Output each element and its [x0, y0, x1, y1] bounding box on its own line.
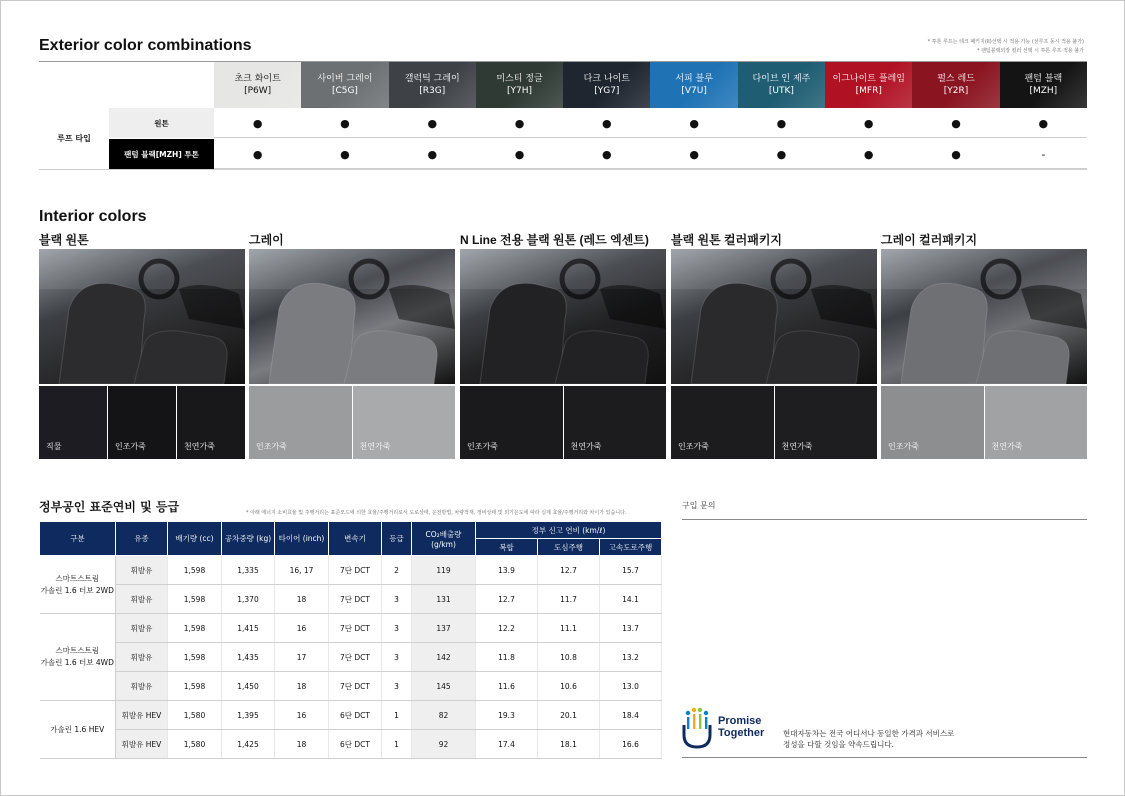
header-grade: 등급	[382, 522, 412, 556]
color-name: 이그나이트 플레임	[832, 74, 905, 84]
table-cell: 16	[275, 701, 329, 730]
roof-row-label: 팬텀 블랙[MZH] 투톤	[109, 139, 214, 169]
material-label: 인조가죽	[888, 442, 919, 451]
material-label: 인조가죽	[467, 442, 498, 451]
color-name: 갤럭틱 그레이	[404, 74, 460, 84]
roof-row-twotone	[109, 139, 1087, 169]
table-cell: 13.2	[600, 643, 662, 672]
promise-together-logo	[682, 705, 764, 749]
color-code: [Y2R]	[943, 86, 969, 96]
table-cell: 16	[275, 614, 329, 643]
color-swatch	[912, 62, 999, 108]
material-swatch	[564, 386, 667, 459]
table-cell: 1,598	[168, 585, 222, 614]
availability-mark: ●	[602, 147, 612, 161]
exterior-note: * 팬텀블랙외장 컬러 선택 시 투톤 루프 적용 불가	[977, 48, 1084, 54]
promise-desc-line2: 정성을 다할 것임을 약속드립니다.	[783, 740, 894, 749]
table-cell: 10.6	[538, 672, 600, 701]
table-cell: 1,598	[168, 556, 222, 585]
availability-mark: ●	[340, 147, 350, 161]
material-label: 천연가죽	[570, 442, 602, 451]
availability-mark: ●	[1038, 116, 1049, 130]
color-code: [YG7]	[594, 86, 620, 96]
interior-option	[460, 231, 666, 459]
material-label: 직물	[46, 442, 62, 451]
header-city: 도심주행	[538, 539, 600, 556]
table-cell: 6단 DCT	[329, 730, 382, 759]
table-row	[40, 556, 662, 585]
table-cell: 137	[412, 614, 476, 643]
color-swatch	[1000, 62, 1087, 108]
interior-title: Interior colors	[39, 208, 147, 225]
table-cell: 11.7	[538, 585, 600, 614]
header-displacement: 배기량 (cc)	[168, 522, 222, 556]
table-cell: 7단 DCT	[329, 643, 382, 672]
table-cell: 휘발유	[116, 672, 168, 701]
table-cell: 7단 DCT	[329, 556, 382, 585]
table-cell: 10.8	[538, 643, 600, 672]
color-swatch	[214, 62, 301, 108]
table-cell: 6단 DCT	[329, 701, 382, 730]
availability-mark: ●	[863, 116, 874, 130]
color-name: 다크 나이트	[583, 74, 630, 84]
vehicle-group	[40, 556, 116, 614]
color-swatch	[738, 62, 825, 108]
color-code: [Y7H]	[507, 86, 533, 96]
table-cell: 1	[382, 701, 412, 730]
material-swatch	[177, 386, 245, 459]
table-cell: 1,598	[168, 672, 222, 701]
table-cell: 1,598	[168, 643, 222, 672]
table-cell: 1,395	[222, 701, 275, 730]
table-cell: 12.7	[538, 556, 600, 585]
header-fuel-economy: 정부 신고 연비 (km/ℓ)	[476, 522, 662, 539]
color-name: 사이버 그레이	[317, 74, 373, 84]
header-tire: 타이어 (inch)	[275, 522, 329, 556]
material-swatch	[881, 386, 984, 459]
header-combined: 복합	[476, 539, 538, 556]
promise-desc-line1: 현대자동차는 전국 어디서나 동일한 가격과 서비스로	[783, 729, 955, 738]
table-cell: 휘발유	[116, 556, 168, 585]
material-label: 인조가죽	[256, 442, 287, 451]
table-cell: 16.6	[600, 730, 662, 759]
promise-text-line1: Promise	[718, 715, 762, 727]
table-row	[40, 585, 662, 614]
material-swatch	[460, 386, 563, 459]
availability-mark: ●	[602, 116, 612, 130]
table-row	[40, 701, 662, 730]
availability-mark: ●	[427, 147, 438, 161]
color-swatch	[825, 62, 912, 108]
promise-text-line2: Together	[718, 727, 765, 739]
color-swatch-row	[214, 62, 1087, 108]
color-code: [P6W]	[244, 86, 272, 96]
table-cell: 15.7	[600, 556, 662, 585]
table-cell: 휘발유	[116, 585, 168, 614]
exterior-title: Exterior color combinations	[39, 37, 252, 54]
material-swatch	[39, 386, 107, 459]
roof-type-label: 루프 타입	[57, 133, 91, 143]
color-code: [R3G]	[419, 86, 446, 96]
vehicle-group-label: 가솔린 1.6 HEV	[50, 724, 105, 734]
availability-mark: ●	[776, 147, 787, 161]
roof-row-onetone	[109, 108, 1087, 138]
roof-row-label: 원톤	[109, 108, 214, 138]
table-cell: 7단 DCT	[329, 614, 382, 643]
table-cell: 11.8	[476, 643, 538, 672]
header-highway: 고속도로주행	[600, 539, 662, 556]
table-cell: 18	[275, 585, 329, 614]
interior-option-title: 그레이 컬러패키지	[881, 233, 978, 247]
table-cell: 12.2	[476, 614, 538, 643]
table-cell: 1,415	[222, 614, 275, 643]
color-name: 다이브 인 제주	[752, 74, 811, 84]
table-cell: 18	[275, 730, 329, 759]
color-swatch	[389, 62, 476, 108]
vehicle-group-label: 가솔린 1.6 터보 2WD	[40, 585, 114, 595]
material-swatch	[775, 386, 878, 459]
table-row	[40, 730, 662, 759]
color-code: [UTK]	[768, 86, 794, 96]
availability-mark: ●	[689, 116, 699, 130]
interior-option	[249, 231, 455, 459]
table-cell: 3	[382, 614, 412, 643]
table-cell: 18.1	[538, 730, 600, 759]
material-swatch	[249, 386, 352, 459]
material-swatch	[985, 386, 1088, 459]
interior-seat-photo	[249, 249, 455, 384]
vehicle-group-label: 스마트스트림	[55, 573, 99, 583]
availability-mark: -	[1041, 147, 1046, 161]
table-cell: 17	[275, 643, 329, 672]
interior-seat-photo	[39, 249, 245, 384]
table-cell: 11.6	[476, 672, 538, 701]
table-cell: 19.3	[476, 701, 538, 730]
interior-option	[39, 231, 245, 459]
table-cell: 18	[275, 672, 329, 701]
header-co2: CO₂배출량 (g/km)	[412, 522, 476, 556]
color-swatch	[650, 62, 737, 108]
color-code: [MZH]	[1029, 86, 1058, 96]
interior-seat-photo	[460, 249, 666, 384]
interior-option	[881, 231, 1087, 459]
vehicle-group-label: 스마트스트림	[55, 646, 99, 655]
interior-option-title: 그레이	[249, 233, 284, 247]
table-cell: 92	[412, 730, 476, 759]
purchase-inquiry-label: 구입 문의	[682, 501, 716, 510]
color-code: [C5G]	[331, 86, 358, 96]
table-cell: 1,335	[222, 556, 275, 585]
interior-option-title: 블랙 원톤	[39, 233, 89, 247]
availability-mark: ●	[252, 147, 263, 161]
table-cell: 1,580	[168, 730, 222, 759]
table-cell: 2	[382, 556, 412, 585]
color-swatch	[476, 62, 563, 108]
material-label: 천연가죽	[184, 442, 215, 451]
material-label: 인조가죽	[115, 442, 146, 451]
table-cell: 14.1	[600, 585, 662, 614]
table-cell: 82	[412, 701, 476, 730]
vehicle-group	[40, 701, 116, 759]
table-cell: 142	[412, 643, 476, 672]
table-cell: 휘발유 HEV	[116, 730, 168, 759]
table-cell: 16, 17	[275, 556, 329, 585]
table-row	[40, 643, 662, 672]
material-swatch	[108, 386, 176, 459]
table-cell: 휘발유	[116, 643, 168, 672]
table-cell: 131	[412, 585, 476, 614]
header-category: 구분	[40, 522, 116, 556]
table-cell: 11.1	[538, 614, 600, 643]
color-swatch	[563, 62, 650, 108]
interior-option	[671, 231, 877, 459]
table-cell: 3	[382, 672, 412, 701]
color-name: 미스티 정글	[496, 74, 543, 84]
color-code: [MFR]	[855, 86, 882, 96]
material-label: 천연가죽	[781, 442, 813, 451]
table-cell: 1,580	[168, 701, 222, 730]
interior-seat-photo	[671, 249, 877, 384]
availability-mark: ●	[427, 116, 438, 130]
table-cell: 휘발유 HEV	[116, 701, 168, 730]
header-transmission: 변속기	[329, 522, 382, 556]
table-cell: 18.4	[600, 701, 662, 730]
vehicle-group	[40, 614, 116, 701]
color-swatch	[301, 62, 388, 108]
header-curb-weight: 공차중량 (kg)	[222, 522, 275, 556]
availability-mark: ●	[776, 116, 787, 130]
availability-mark: ●	[514, 147, 525, 161]
table-cell: 1,450	[222, 672, 275, 701]
interior-option-title: 블랙 원톤 컬러패키지	[671, 233, 782, 247]
color-name: 팬텀 블랙	[1024, 74, 1063, 84]
table-cell: 13.9	[476, 556, 538, 585]
table-cell: 145	[412, 672, 476, 701]
fuel-title: 정부공인 표준연비 및 등급	[39, 500, 180, 514]
table-cell: 휘발유	[116, 614, 168, 643]
material-label: 천연가죽	[991, 442, 1023, 451]
table-cell: 7단 DCT	[329, 672, 382, 701]
color-name: 펄스 레드	[937, 74, 975, 84]
table-cell: 1,435	[222, 643, 275, 672]
color-name: 초크 화이트	[234, 74, 281, 84]
table-cell: 1	[382, 730, 412, 759]
fuel-note: * 아래 에너지 소비효율 및 주행거리는 표준모드에 의한 효율/주행거리로서 도로상태, 운전방법, 차량적재, 정비상태 및 외기온도에 따라 실제 효율/주행거리와 차이가 있습니다.	[246, 510, 627, 516]
color-name: 서피 블루	[675, 74, 713, 84]
availability-mark: ●	[951, 147, 961, 161]
fuel-efficiency-table	[39, 521, 662, 759]
availability-mark: ●	[863, 147, 874, 161]
promise-logo-icon	[682, 705, 712, 749]
table-row	[40, 672, 662, 701]
material-label: 인조가죽	[678, 442, 709, 451]
exterior-note: * 투톤 루프는 테크 패키지(II)선택 시 적용 가능 (선루프 동시 적용 불가)	[927, 39, 1084, 45]
promise-description	[783, 728, 954, 750]
interior-option-title: N Line 전용 블랙 원톤 (레드 엑센트)	[460, 233, 649, 247]
table-cell: 3	[382, 585, 412, 614]
vehicle-group-label: 가솔린 1.6 터보 4WD	[40, 658, 114, 667]
table-cell: 20.1	[538, 701, 600, 730]
interior-seat-photo	[881, 249, 1087, 384]
material-label: 천연가죽	[359, 442, 391, 451]
color-code: [V7U]	[681, 86, 707, 96]
table-cell: 3	[382, 643, 412, 672]
table-cell: 7단 DCT	[329, 585, 382, 614]
table-cell: 17.4	[476, 730, 538, 759]
availability-mark: ●	[514, 116, 525, 130]
availability-mark: ●	[951, 116, 961, 130]
availability-mark: ●	[340, 116, 350, 130]
material-swatch	[353, 386, 456, 459]
table-cell: 12.7	[476, 585, 538, 614]
table-cell: 119	[412, 556, 476, 585]
table-cell: 1,598	[168, 614, 222, 643]
material-swatch	[671, 386, 774, 459]
availability-mark: ●	[252, 116, 263, 130]
header-fuel-type: 유종	[116, 522, 168, 556]
table-cell: 13.0	[600, 672, 662, 701]
table-row	[40, 614, 662, 643]
table-cell: 1,425	[222, 730, 275, 759]
table-cell: 13.7	[600, 614, 662, 643]
availability-mark: ●	[689, 147, 699, 161]
exterior-notes	[928, 38, 1084, 56]
table-cell: 1,370	[222, 585, 275, 614]
